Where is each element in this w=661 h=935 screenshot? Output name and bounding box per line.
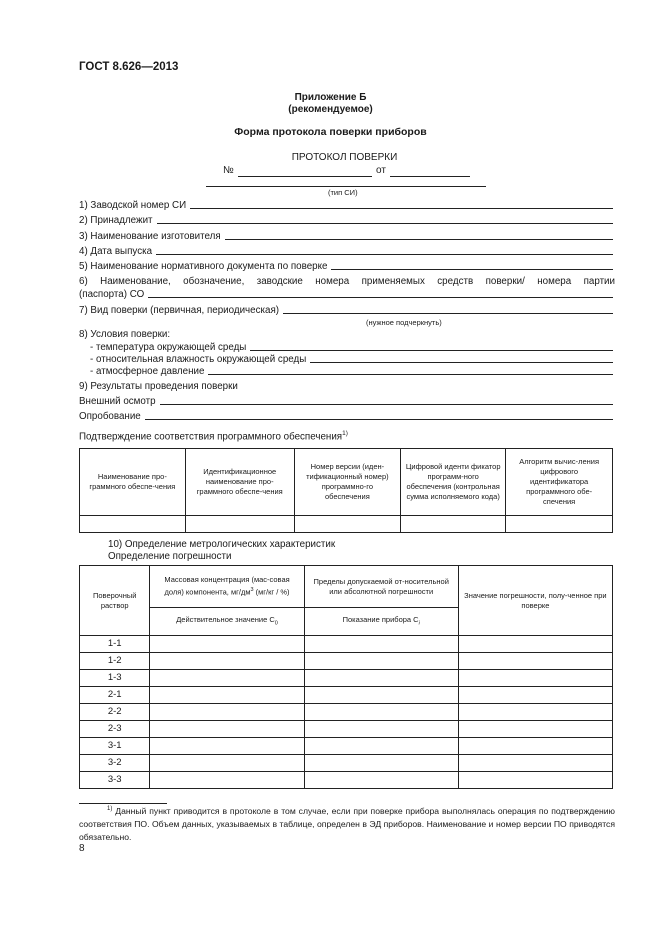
- condition-temperature: - температура окружающей среды: [90, 342, 613, 353]
- protocol-number-label: №: [223, 165, 234, 176]
- table-cell: [458, 653, 612, 670]
- field-owner: 2) Принадлежит: [79, 215, 613, 226]
- table-cell: [150, 653, 304, 670]
- table-row: [80, 721, 613, 738]
- sw-cell: [506, 516, 613, 533]
- row-solution-label: 2-3: [80, 721, 150, 738]
- table-row: [80, 670, 613, 687]
- table-cell: [458, 721, 612, 738]
- table-cell: [150, 636, 304, 653]
- underline-hint: (нужное подчеркнуть): [366, 318, 442, 327]
- sw-header-checksum: Цифровой иденти фикатор программ-ного обеспечения (контрольная сумма исполняемого кода): [401, 449, 506, 516]
- field-verification-type: 7) Вид поверки (первичная, периодическая): [79, 305, 613, 316]
- conditions-title: 8) Условия поверки:: [79, 329, 171, 340]
- table-cell: [150, 670, 304, 687]
- table-cell: [150, 755, 304, 772]
- row-solution-label: 3-2: [80, 755, 150, 772]
- footnote: $^{1)}$ Данный пункт приводится в протоколе в том случае, если при поверке прибора выполнялась операция по подтверждению соответствия ПО. Объем данных, указываемых в таблице, определен в ЭД приборов. Наименование и номер версии ПО приводятся обязательно.: [79, 805, 615, 842]
- table-cell: [304, 738, 458, 755]
- sw-header-name: Наименование про-граммного обеспе-чения: [80, 449, 186, 516]
- table-cell: [304, 721, 458, 738]
- protocol-from-label: от: [376, 165, 386, 176]
- field-release-date: 4) Дата выпуска: [79, 246, 613, 257]
- table-cell: [458, 670, 612, 687]
- sw-header-algorithm: Алгоритм вычис-ления цифрового идентификатора программного обе-спечения: [506, 449, 613, 516]
- col-error: Значение погрешности, полу-ченное при поверке: [458, 566, 612, 636]
- row-solution-label: 2-2: [80, 704, 150, 721]
- appendix-subtitle: (рекомендуемое): [288, 104, 373, 115]
- form-title: Форма протокола поверки приборов: [234, 126, 427, 138]
- table-row: [80, 636, 613, 653]
- table-cell: [304, 636, 458, 653]
- field-verification-means: 6) Наименование, обозначение, заводские номера применяемых средств поверки/ номера партии: [79, 276, 615, 287]
- instrument-type-line: [206, 186, 486, 187]
- result-external-inspection: Внешний осмотр: [79, 396, 613, 407]
- table-cell: [458, 738, 612, 755]
- field-serial-number: 1) Заводской номер СИ: [79, 200, 613, 211]
- table-cell: [458, 636, 612, 653]
- table-cell: [304, 704, 458, 721]
- sw-header-version: Номер версии (иден-тификационный номер) программно-го обеспечения: [294, 449, 400, 516]
- field-passport: (паспорта) СО: [79, 289, 613, 300]
- appendix-title: Приложение Б: [294, 92, 367, 103]
- protocol-number-line: [238, 176, 372, 177]
- table-cell: [150, 687, 304, 704]
- table-row: [80, 755, 613, 772]
- result-testing: Опробование: [79, 411, 613, 422]
- sw-cell: [294, 516, 400, 533]
- footnote-ref: 1): [342, 430, 348, 437]
- metrology-title: 10) Определение метрологических характеристик: [108, 539, 336, 550]
- col-solution: Поверочный раствор: [80, 566, 150, 636]
- instrument-type-hint: (тип СИ): [328, 188, 358, 197]
- software-confirmation: Подтверждение соответствия программного обеспечения$^{1)}$: [79, 430, 348, 443]
- protocol-title: ПРОТОКОЛ ПОВЕРКИ: [291, 152, 398, 163]
- table-row: [80, 653, 613, 670]
- table-cell: [304, 755, 458, 772]
- table-row: [80, 772, 613, 789]
- sw-cell: [401, 516, 506, 533]
- protocol-date-line: [390, 176, 470, 177]
- table-row: [80, 738, 613, 755]
- metrology-subtitle: Определение погрешности: [108, 551, 232, 562]
- table-cell: [304, 772, 458, 789]
- table-cell: [304, 670, 458, 687]
- col-concentration: Массовая концентрация (мас-совая доля) компонента, $мг/дм^3$ (мг/кг / %): [150, 566, 304, 608]
- sw-header-id-name: Идентификационное наименование про-граммного обеспе-чения: [185, 449, 294, 516]
- row-solution-label: 3-3: [80, 772, 150, 789]
- row-solution-label: 3-1: [80, 738, 150, 755]
- row-solution-label: 1-3: [80, 670, 150, 687]
- table-cell: [304, 687, 458, 704]
- table-cell: [304, 653, 458, 670]
- table-cell: [458, 755, 612, 772]
- table-cell: [458, 687, 612, 704]
- table-cell: [458, 704, 612, 721]
- table-row: [80, 687, 613, 704]
- software-table: [79, 448, 613, 533]
- row-solution-label: 1-2: [80, 653, 150, 670]
- error-table: [79, 565, 613, 789]
- results-title: 9) Результаты проведения поверки: [79, 381, 238, 392]
- document-header: ГОСТ 8.626—2013: [79, 61, 179, 73]
- row-solution-label: 2-1: [80, 687, 150, 704]
- field-manufacturer: 3) Наименование изготовителя: [79, 231, 613, 242]
- page-number: 8: [79, 843, 85, 854]
- table-cell: [150, 704, 304, 721]
- table-cell: [458, 772, 612, 789]
- row-solution-label: 1-1: [80, 636, 150, 653]
- sw-cell: [185, 516, 294, 533]
- table-row: [80, 704, 613, 721]
- sub-reading: Показание прибора $С_i$: [304, 608, 458, 636]
- field-normative-document: 5) Наименование нормативного документа по поверке: [79, 261, 613, 272]
- table-cell: [150, 721, 304, 738]
- sub-actual-value: Действительное значение $С_0$: [150, 608, 304, 636]
- table-cell: [150, 772, 304, 789]
- condition-pressure: - атмосферное давление: [90, 366, 613, 377]
- col-limits: Пределы допускаемой от-носительной или абсолютной погрешности: [304, 566, 458, 608]
- condition-humidity: - относительная влажность окружающей среды: [90, 354, 613, 365]
- sw-cell: [80, 516, 186, 533]
- table-cell: [150, 738, 304, 755]
